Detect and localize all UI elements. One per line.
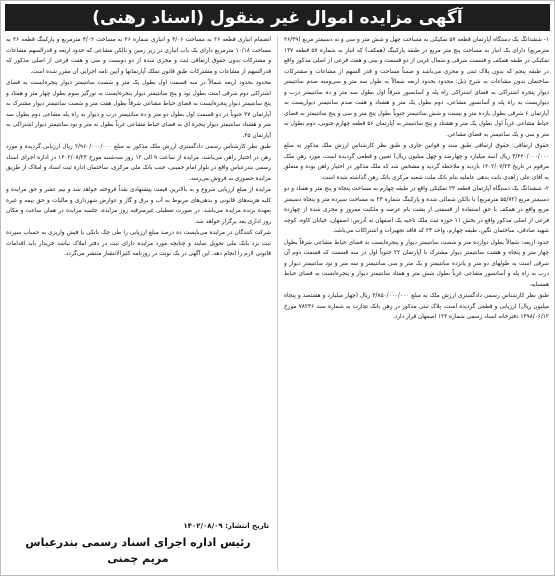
publish-date: تاریخ انتشار: ۱۴۰۲/۰۸/۰۹ [183, 522, 269, 530]
notice-title-bar [5, 4, 550, 31]
right-column [284, 35, 549, 571]
paragraph: محدود بحدود اربعه شمالاً در سه قسمت اول بطول یک متر و شصت سانتیمتر دیوار پنجره‌ایست به فضای اشتراکی دوم شرقی است بطول نود و پنج سانتیمتر دیوار پنجره‌ایست به نورگیر سوم بطول چهار متر و هفتاد و پنج سانتیمتر دیوار پنجره‌ایست به فضای حیاط مشاعی شرقاً بطول هفت متر و شصت سانتیمتر دیوار مشترک به آپارتمان ۴۷ جنوباً در دو قسمت اول بطول دو متر و ده سانتیمتر درب و دیوار به راه پله مشاعی دوم بطول سه متر و هشتاد سانتیمتر دیوار پنجره ای به فضای حیاط مشاعی غرباً بطول نه متر و نود سانتیمتر دیوار اشتراکی به آپارتمان ۴۵. [6, 80, 271, 139]
paragraph: شرکت کنندگان در مزایده می‌بایست ده درصد مبلغ ارزیابی را طی چک بانکی یا فیش واریزی به حساب سپرده ثبت نزد بانک ملی تحویل نمایند و چنانچه مورد مزایده دارای ثبت در دفتر املاک نباشد خریدار باید اقدامات قانونی لازم را انجام دهد. این آگهی در یک نوبت در روزنامه کثیرالانتشار منتشر می‌گردد. [6, 230, 271, 257]
paragraph: ۲- ششدانگ یک دستگاه آپارتمان قطعه ۲۳ تفکیکی واقع در طبقه چهارم به مساحت پنجاه و پنج متر و هفتاد و دو دسیمتر مربع (۵۵/۷۲ مترمربع) با بالکن شمالی شده و پارکینگ شماره ۲۳ به مساحت سیزده متر و پنجاه دسیمتر مربع واقع در همکف با حق استفاده از قسمتی از پشت بام عرصه و ملکیت مفروز و مجزی شده از چهارده فرعی از اصلی مذکور واقع در بخش ۱۱ حوزه ثبت ملک ناحیه یک اصفهان به آدرس: اصفهان، خیابان کاوه، کوچه شهید صادقی، ساختمان نگین، طبقه چهارم، واحد ۲۳ که فاقد تجهیزات و اشتراکات می‌باشد. [284, 186, 549, 234]
paragraph: ۱- ششدانگ یک دستگاه آپارتمان قطعه ۵۷ تفکیکی به مساحت چهل و شش متر و سی و نه دسیمتر مربع (۴۶/۳۹ مترمربع) دارای یک انبار به مساحت پنج متر مربع در طبقه پارکینگ (همکف) که انبار به شماره ۵۷ قطعه ۱۳۷ تفکیکی در طبقه همکف و قسمت شرقی و شمال غربی از دو قسمت و سی و هفت فرعی از اصلی مذکور واقع در طبقه پنجم که بدون پلاک ثبتی و مجزی می‌باشد و ضمناً مساحت و قدر السهم از مشاعات و مشترکات ساختمان بدون مشاعات به شرح ذیل: محدود بحدود اربعه شمالاً به طول سه متر و سی‌وسه صدم سانتیمتر دیوار پنجره اشتراکی به فضای اشتراکی راه پله و آسانسور شرقاً اول بطول سه متر و ده سانتیمتر درب و دیواریست به راه پله و آسانسور مشاعی، دوم بطول یک متر و هشتاد و هفت صدم سانتیمتر دیواریست به آپارتمان ۶ شرقی بطول یازده متر و بیست و شش سانتیمتر جنوباً بطول پنج متر و سی و پنج سانتیمتر به فضای حیاط مشاعی غرباً اول بطول یک متر و هشتاد و پنج سانتیمتر به آپارتمان ۵۶ قطعه چهارم جنوبی، دوم بطول نه متر و سی و یک سانتیمتر به فضای مشاعی. [284, 37, 549, 138]
notice-title: آگهی مزایده اموال غیر منقول (اسناد رهنی) [92, 7, 463, 28]
paragraph: طبق نظر کارشناس رسمی دادگستری ارزش ملک به مبلغ ۴/۸۵۰/۰۰۰/۰۰۰ ریال (چهار میلیارد و هشتصد و پنجاه میلیون ریال) ارزیابی و قطعی گردیده است، پلاک ثبتی مذکور در رهن بانک تجارت به شماره سند ۷۸۲۳۶ مورخ ۱۳۹۸/۰۶/۱۲ دفترخانه اسناد رسمی شماره ۱۲۴ اصفهان قرار دارد. [284, 293, 549, 320]
column-divider [277, 35, 278, 571]
paragraph: انضمام انباری قطعه ۴۶ به مساحت ۳/۰۶ و انباری شماره ۴۶ به مساحت ۳/۰۲ مترمربع و پارکینگ قطعه ۴۶ به مساحت ۱۰/۱۸ مترمربع دارای یک باب انباری در زیر زمین و بالکن مشاعی که حدود اربعه و قدرالسهم مشاعات و مشترکات بدون حقوق ارتفاقی ثبت و مجزی شده از دو دویست و سی و هفت فرعی از اصلی مذکور که قدرالسهم از مشاعات و مشترکات طبق قانون تملک آپارتمانها و آیین نامه اجرایی آن مقرر شده است. [6, 37, 271, 75]
paragraph: حدود اربعه: شمالاً بطول دوازده متر و شصت سانتیمتر دیوار و پنجره‌ایست به فضای حیاط مشاعی شرقاً بطول چهار متر و پنجاه و هشت سانتیمتر دیوار مشترک با آپارتمان ۲۲ جنوباً اول در سه قسمت که قسمت دوم آن شرقی است به طولهای دو متر و پانزده سانتیمتر و یک متر و سی سانتیمتر و سه متر و نود سانتیمتر دیوار و درب به راه پله و آسانسور مشاعی غرباً بطول شش متر و هفتاد سانتیمتر دیوار و پنجره‌ایست به فضای حیاط همسایه. [284, 239, 549, 288]
notice-body [6, 35, 549, 571]
signatory-name: مریم چمنی [107, 552, 169, 565]
signature-block [7, 521, 269, 567]
paragraph: حقوق ارتفاقی: حقوق ارتفاقی طبق سند و قوانین جاری و طبق نظر کارشناس ارزش ملک مذکور به مبلغ ۳/۴۴۰/۰۰۰/۰۰۰ ریال (سه میلیارد و چهارصد و چهل میلیون ریال) تعیین و قطعی گردیده است، مورد رهن ملک مرقوم در تاریخ ۱۴۰۲/۰۷/۲۳ بازدید و ملاحظه گردید و مشخص شد که ملک مذکور در اختیار راهن بوده و متعلق به آقای علی زاهدی بابت بدهی عاملیه بنام بانک ملت شعبه مرکزی بانک رهن گذاشته شده است. [284, 143, 549, 181]
left-column [6, 35, 271, 571]
paragraph: مزایده از مبلغ ارزیابی شروع و به بالاترین قیمت پیشنهادی نقداً فروخته خواهد شد و نیم عشر و حق مزایده و کلیه هزینه‌های قانونی و بدهی‌های مربوط به آب و برق و گاز و عوارض شهرداری و مالیات و حق بیمه و غیره بعهده برنده مزایده می‌باشد. در صورت تعطیلی غیرمترقبه روز مزایده، جلسه مزایده در همان ساعت و مکان روز اداری بعد برگزار خواهد شد. [6, 187, 271, 225]
signatory-title: رئیس اداره اجرای اسناد رسمی بندرعباس [25, 536, 251, 549]
paragraph: طبق نظر کارشناس رسمی دادگستری ارزش ملک مذکور به مبلغ ۲/۹۶۰/۰۰۰/۰۰۰ ریال ارزیابی گردیده و مورد رهن در اختیار راهن می‌باشد، مزایده از ساعت ۹ الی ۱۲ روز سه‌شنبه مورخ ۱۴۰۲/۰۸/۲۳ در اداره اجرای اسناد رسمی بندرعباس واقع در بلوار امام خمینی، جنب بانک ملی مرکزی، ساختمان اداره ثبت اسناد و املاک از طریق مزایده حضوری به فروش می‌رسد. [6, 144, 271, 182]
